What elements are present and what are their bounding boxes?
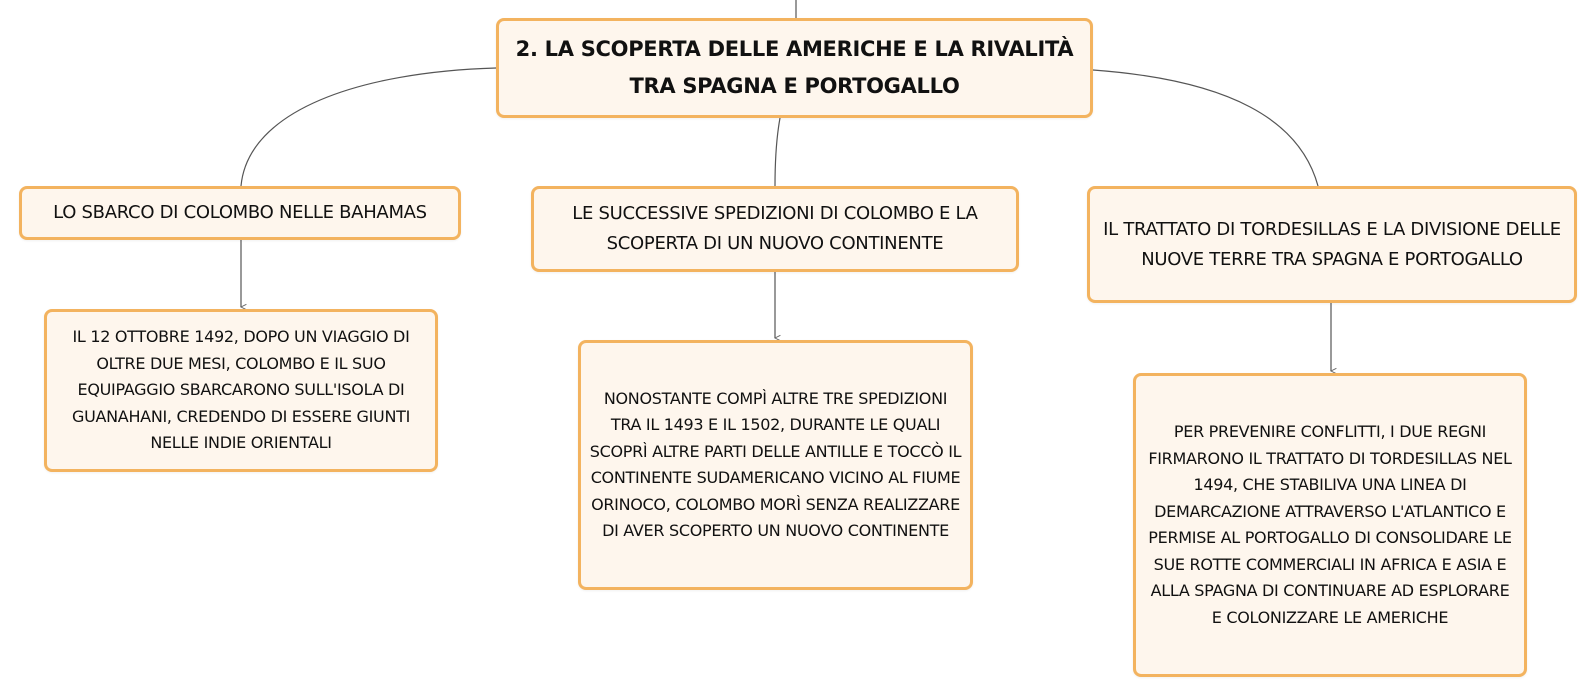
- detail-node-trattato-tordesillas[interactable]: [1133, 373, 1527, 677]
- branch-node-trattato-tordesillas[interactable]: [1087, 186, 1577, 303]
- detail-node-sbarco-colombo[interactable]: [44, 309, 438, 472]
- connector-root-to-branch-3: [1093, 70, 1318, 186]
- connector-root-to-branch-1: [241, 68, 496, 186]
- detail-text: IL 12 OTTOBRE 1492, DOPO UN VIAGGIO DI OLTRE DUE MESI, COLOMBO E IL SUO EQUIPAGGIO SBARCARONO SULL'ISOLA DI GUANAHANI, CREDENDO DI ESSERE GIUNTI NELLE INDIE ORIENTALI: [71, 327, 411, 453]
- detail-text: PER PREVENIRE CONFLITTI, I DUE REGNI FIRMARONO IL TRATTATO DI TORDESILLAS NEL 1494, CHE STABILIVA UNA LINEA DI DEMARCAZIONE ATTRAVERSO L'ATLANTICO E PERMISE AL PORTOGALLO DI CONSOLIDARE LE SUE ROTTE COMMERCIALI IN AFRICA E ASIA E ALLA SPAGNA DI CONTINUARE AD ESPLORARE E COLONIZZARE LE AMERICHE: [1148, 422, 1512, 627]
- branch-label: LE SUCCESSIVE SPEDIZIONI DI COLOMBO E LA SCOPERTA DI UN NUOVO CONTINENTE: [572, 203, 978, 254]
- detail-node-successive-spedizioni[interactable]: [578, 340, 973, 590]
- branch-label: IL TRATTATO DI TORDESILLAS E LA DIVISIONE DELLE NUOVE TERRE TRA SPAGNA E PORTOGALLO: [1103, 218, 1561, 270]
- branch-node-sbarco-colombo[interactable]: [19, 186, 461, 240]
- detail-text: NONOSTANTE COMPÌ ALTRE TRE SPEDIZIONI TRA IL 1493 E IL 1502, DURANTE LE QUALI SCOPRÌ ALTRE PARTI DELLE ANTILLE E TOCCÒ IL CONTINENTE SUDAMERICANO VICINO AL FIUME ORINOCO, COLOMBO MORÌ SENZA REALIZZARE DI AVER SCOPERTO UN NUOVO CONTINENTE: [589, 388, 962, 540]
- root-title: 2. LA SCOPERTA DELLE AMERICHE E LA RIVALITÀ TRA SPAGNA E PORTOGALLO: [515, 37, 1074, 98]
- root-node[interactable]: [496, 18, 1093, 118]
- branch-node-successive-spedizioni[interactable]: [531, 186, 1019, 272]
- branch-label: LO SBARCO DI COLOMBO NELLE BAHAMAS: [53, 202, 427, 223]
- connector-root-to-branch-2: [775, 118, 780, 186]
